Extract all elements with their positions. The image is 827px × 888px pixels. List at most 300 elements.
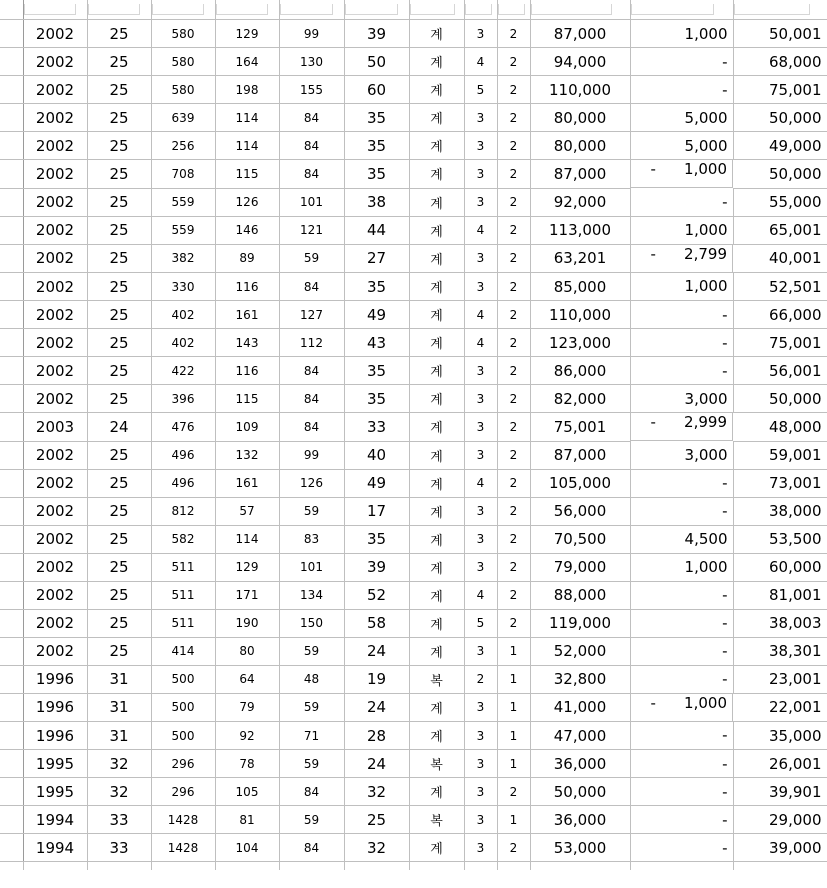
- cell[interactable]: 80,000: [530, 104, 630, 132]
- cell[interactable]: 35: [344, 160, 409, 189]
- cell[interactable]: 2002: [23, 48, 87, 76]
- filter-cell[interactable]: [279, 0, 344, 20]
- cell[interactable]: 3,000: [630, 385, 733, 413]
- cell[interactable]: 5: [464, 609, 497, 637]
- cell[interactable]: 559: [151, 216, 215, 244]
- cell[interactable]: 88,000: [530, 581, 630, 609]
- cell[interactable]: 1,000: [630, 273, 733, 301]
- cell[interactable]: 38,301: [733, 637, 827, 665]
- cell[interactable]: 110,000: [530, 76, 630, 104]
- cell[interactable]: 50,000: [530, 778, 630, 806]
- cell[interactable]: 2: [497, 525, 530, 553]
- cell[interactable]: 52,000: [530, 637, 630, 665]
- cell[interactable]: 25: [87, 609, 151, 637]
- cell[interactable]: 4: [464, 301, 497, 329]
- cell[interactable]: 496: [151, 469, 215, 497]
- cell[interactable]: 1: [497, 722, 530, 750]
- cell[interactable]: -: [630, 497, 733, 525]
- cell[interactable]: 1996: [23, 722, 87, 750]
- cell[interactable]: 2: [464, 665, 497, 693]
- cell[interactable]: 59: [279, 806, 344, 834]
- cell[interactable]: -: [630, 76, 733, 104]
- cell[interactable]: 2003: [23, 413, 87, 442]
- cell[interactable]: 115: [215, 160, 279, 189]
- cell[interactable]: 39,901: [733, 778, 827, 806]
- cell[interactable]: 114: [215, 132, 279, 160]
- cell[interactable]: 155: [279, 76, 344, 104]
- cell[interactable]: 2: [497, 20, 530, 48]
- cell[interactable]: 496: [151, 441, 215, 469]
- cell[interactable]: 87,000: [530, 441, 630, 469]
- cell[interactable]: 계: [409, 834, 464, 862]
- cell[interactable]: 123,000: [530, 329, 630, 357]
- cell[interactable]: 39: [344, 553, 409, 581]
- cell[interactable]: -: [630, 329, 733, 357]
- cell[interactable]: -: [630, 581, 733, 609]
- cell[interactable]: 25: [87, 104, 151, 132]
- cell[interactable]: 56,000: [530, 497, 630, 525]
- cell[interactable]: 59: [279, 693, 344, 722]
- cell[interactable]: 2002: [23, 132, 87, 160]
- cell[interactable]: 계: [409, 132, 464, 160]
- cell[interactable]: 49: [344, 301, 409, 329]
- cell[interactable]: 3: [464, 441, 497, 469]
- cell[interactable]: 99: [279, 441, 344, 469]
- cell[interactable]: 25: [87, 469, 151, 497]
- cell[interactable]: 24: [344, 750, 409, 778]
- cell[interactable]: 22,001: [733, 693, 827, 722]
- cell[interactable]: 계: [409, 609, 464, 637]
- cell[interactable]: 25: [87, 497, 151, 525]
- cell[interactable]: 2002: [23, 20, 87, 48]
- cell[interactable]: 92,000: [530, 188, 630, 216]
- cell[interactable]: 33: [87, 806, 151, 834]
- cell[interactable]: 25: [87, 553, 151, 581]
- cell[interactable]: 25: [87, 76, 151, 104]
- cell[interactable]: 84: [279, 104, 344, 132]
- filter-cell[interactable]: [733, 0, 827, 20]
- cell[interactable]: 50: [344, 48, 409, 76]
- cell[interactable]: 82,000: [530, 385, 630, 413]
- cell[interactable]: 121: [279, 216, 344, 244]
- cell[interactable]: 2002: [23, 301, 87, 329]
- cell[interactable]: 50,000: [733, 385, 827, 413]
- cell[interactable]: 511: [151, 553, 215, 581]
- cell[interactable]: 2: [497, 216, 530, 244]
- cell[interactable]: 39,000: [733, 834, 827, 862]
- cell[interactable]: 3: [464, 188, 497, 216]
- cell[interactable]: 68,000: [733, 48, 827, 76]
- cell[interactable]: 계: [409, 216, 464, 244]
- cell[interactable]: 3: [464, 525, 497, 553]
- cell[interactable]: 101: [279, 553, 344, 581]
- cell[interactable]: 1,000: [630, 553, 733, 581]
- cell[interactable]: 58: [344, 609, 409, 637]
- cell[interactable]: 25: [87, 581, 151, 609]
- filter-cell[interactable]: [497, 0, 530, 20]
- cell[interactable]: 25: [87, 441, 151, 469]
- cell[interactable]: 19: [344, 665, 409, 693]
- cell[interactable]: 36,000: [530, 750, 630, 778]
- cell[interactable]: 84: [279, 778, 344, 806]
- cell[interactable]: 28: [344, 722, 409, 750]
- cell[interactable]: 3: [464, 553, 497, 581]
- cell[interactable]: 382: [151, 244, 215, 273]
- cell[interactable]: 2002: [23, 244, 87, 273]
- cell[interactable]: 계: [409, 385, 464, 413]
- cell[interactable]: 112: [279, 329, 344, 357]
- cell[interactable]: 71: [279, 722, 344, 750]
- cell[interactable]: 2002: [23, 188, 87, 216]
- cell[interactable]: 1995: [23, 778, 87, 806]
- cell[interactable]: 2002: [23, 637, 87, 665]
- cell[interactable]: 143: [215, 329, 279, 357]
- cell[interactable]: 3: [464, 385, 497, 413]
- cell[interactable]: 53,000: [530, 834, 630, 862]
- cell[interactable]: 414: [151, 637, 215, 665]
- cell[interactable]: 2002: [23, 525, 87, 553]
- cell[interactable]: 3: [464, 160, 497, 189]
- cell[interactable]: 2: [497, 778, 530, 806]
- cell[interactable]: 3: [464, 497, 497, 525]
- cell[interactable]: 511: [151, 581, 215, 609]
- cell[interactable]: 3: [464, 834, 497, 862]
- cell[interactable]: 101: [279, 188, 344, 216]
- cell[interactable]: -: [630, 834, 733, 862]
- cell[interactable]: 24: [87, 413, 151, 442]
- cell[interactable]: 2: [497, 301, 530, 329]
- cell[interactable]: 1: [497, 806, 530, 834]
- cell[interactable]: 70,500: [530, 525, 630, 553]
- cell[interactable]: 60: [344, 76, 409, 104]
- cell[interactable]: 계: [409, 244, 464, 273]
- cell[interactable]: 4: [464, 469, 497, 497]
- cell[interactable]: 1,000: [630, 20, 733, 48]
- cell[interactable]: 35: [344, 132, 409, 160]
- cell[interactable]: 78: [215, 750, 279, 778]
- cell[interactable]: 87,000: [530, 160, 630, 189]
- cell[interactable]: 38,000: [733, 497, 827, 525]
- cell[interactable]: -: [630, 750, 733, 778]
- filter-cell[interactable]: [87, 0, 151, 20]
- cell[interactable]: 32: [87, 778, 151, 806]
- cell[interactable]: 52: [344, 581, 409, 609]
- cell[interactable]: 580: [151, 76, 215, 104]
- cell[interactable]: 134: [279, 581, 344, 609]
- cell[interactable]: 계: [409, 469, 464, 497]
- cell[interactable]: 50,001: [733, 20, 827, 48]
- cell[interactable]: 40,001: [733, 244, 827, 273]
- cell[interactable]: 580: [151, 48, 215, 76]
- cell[interactable]: 계: [409, 553, 464, 581]
- cell[interactable]: 2: [497, 553, 530, 581]
- cell[interactable]: -: [630, 665, 733, 693]
- cell[interactable]: 계: [409, 497, 464, 525]
- cell[interactable]: 402: [151, 329, 215, 357]
- cell[interactable]: 84: [279, 273, 344, 301]
- cell[interactable]: 119,000: [530, 609, 630, 637]
- cell[interactable]: 5,000: [630, 104, 733, 132]
- cell[interactable]: 3: [464, 637, 497, 665]
- cell[interactable]: 41,000: [530, 693, 630, 722]
- filter-cell[interactable]: [530, 0, 630, 20]
- cell[interactable]: 25: [87, 329, 151, 357]
- cell[interactable]: 104: [215, 834, 279, 862]
- cell[interactable]: 150: [279, 609, 344, 637]
- cell[interactable]: 1994: [23, 834, 87, 862]
- cell[interactable]: 2002: [23, 553, 87, 581]
- cell[interactable]: 59: [279, 497, 344, 525]
- filter-cell[interactable]: [151, 0, 215, 20]
- cell[interactable]: 56,001: [733, 357, 827, 385]
- cell[interactable]: 59: [279, 637, 344, 665]
- cell[interactable]: 2002: [23, 273, 87, 301]
- cell[interactable]: -: [630, 301, 733, 329]
- cell[interactable]: 2002: [23, 385, 87, 413]
- cell[interactable]: -: [630, 469, 733, 497]
- cell[interactable]: 3: [464, 20, 497, 48]
- cell[interactable]: 639: [151, 104, 215, 132]
- cell[interactable]: 4: [464, 216, 497, 244]
- cell[interactable]: 3: [464, 693, 497, 722]
- cell[interactable]: 256: [151, 132, 215, 160]
- cell[interactable]: 38: [344, 188, 409, 216]
- cell[interactable]: 17: [344, 497, 409, 525]
- cell[interactable]: 39: [344, 20, 409, 48]
- cell[interactable]: 2: [497, 132, 530, 160]
- cell[interactable]: 계: [409, 413, 464, 442]
- cell[interactable]: -: [630, 806, 733, 834]
- cell[interactable]: 330: [151, 273, 215, 301]
- cell[interactable]: 25: [87, 301, 151, 329]
- cell[interactable]: 73,001: [733, 469, 827, 497]
- cell[interactable]: 1428: [151, 806, 215, 834]
- cell[interactable]: 99: [279, 20, 344, 48]
- cell[interactable]: 79,000: [530, 553, 630, 581]
- cell[interactable]: 75,001: [733, 329, 827, 357]
- cell[interactable]: 43: [344, 329, 409, 357]
- cell[interactable]: 35: [344, 273, 409, 301]
- cell[interactable]: 32: [344, 834, 409, 862]
- cell[interactable]: 59: [279, 750, 344, 778]
- cell[interactable]: -: [630, 778, 733, 806]
- cell[interactable]: 24: [344, 693, 409, 722]
- cell[interactable]: 80,000: [530, 132, 630, 160]
- filter-cell[interactable]: [215, 0, 279, 20]
- cell[interactable]: 113,000: [530, 216, 630, 244]
- cell[interactable]: 84: [279, 132, 344, 160]
- cell[interactable]: 2: [497, 413, 530, 442]
- cell[interactable]: 114: [215, 525, 279, 553]
- cell[interactable]: 2: [497, 469, 530, 497]
- cell[interactable]: 계: [409, 188, 464, 216]
- filter-cell[interactable]: [630, 0, 733, 20]
- cell[interactable]: 129: [215, 553, 279, 581]
- cell[interactable]: 3: [464, 132, 497, 160]
- cell[interactable]: 25: [87, 525, 151, 553]
- cell[interactable]: 114: [215, 104, 279, 132]
- cell[interactable]: 2002: [23, 609, 87, 637]
- cell[interactable]: 3: [464, 750, 497, 778]
- cell[interactable]: 190: [215, 609, 279, 637]
- cell[interactable]: 87,000: [530, 20, 630, 48]
- cell[interactable]: 75,001: [530, 413, 630, 442]
- cell[interactable]: 계: [409, 525, 464, 553]
- cell[interactable]: 57: [215, 497, 279, 525]
- cell[interactable]: 2002: [23, 104, 87, 132]
- cell[interactable]: 25: [87, 132, 151, 160]
- cell[interactable]: 2: [497, 48, 530, 76]
- cell[interactable]: 812: [151, 497, 215, 525]
- cell[interactable]: 2002: [23, 76, 87, 104]
- cell[interactable]: 130: [279, 48, 344, 76]
- cell[interactable]: 86,000: [530, 357, 630, 385]
- cell[interactable]: 198: [215, 76, 279, 104]
- cell[interactable]: 2: [497, 244, 530, 273]
- cell[interactable]: 계: [409, 693, 464, 722]
- cell[interactable]: 2002: [23, 441, 87, 469]
- cell[interactable]: 2002: [23, 216, 87, 244]
- cell[interactable]: 84: [279, 413, 344, 442]
- cell[interactable]: 4: [464, 581, 497, 609]
- cell[interactable]: 1428: [151, 834, 215, 862]
- cell[interactable]: 계: [409, 48, 464, 76]
- cell[interactable]: 계: [409, 581, 464, 609]
- cell[interactable]: 127: [279, 301, 344, 329]
- cell[interactable]: 2002: [23, 497, 87, 525]
- cell[interactable]: 2: [497, 609, 530, 637]
- cell[interactable]: 3: [464, 357, 497, 385]
- cell[interactable]: 1,000: [630, 216, 733, 244]
- cell[interactable]: 296: [151, 750, 215, 778]
- cell[interactable]: 161: [215, 301, 279, 329]
- cell[interactable]: 146: [215, 216, 279, 244]
- cell[interactable]: 64: [215, 665, 279, 693]
- cell[interactable]: -: [630, 357, 733, 385]
- cell[interactable]: 40: [344, 441, 409, 469]
- cell[interactable]: 4,500: [630, 525, 733, 553]
- cell[interactable]: 25: [87, 48, 151, 76]
- cell[interactable]: 3: [464, 244, 497, 273]
- cell[interactable]: 126: [215, 188, 279, 216]
- cell[interactable]: 계: [409, 357, 464, 385]
- cell[interactable]: 92: [215, 722, 279, 750]
- cell[interactable]: 59: [279, 244, 344, 273]
- cell[interactable]: 계: [409, 104, 464, 132]
- cell[interactable]: 32: [87, 750, 151, 778]
- cell[interactable]: 36,000: [530, 806, 630, 834]
- cell[interactable]: 25: [87, 637, 151, 665]
- cell[interactable]: 계: [409, 722, 464, 750]
- cell[interactable]: 35: [344, 357, 409, 385]
- cell[interactable]: 422: [151, 357, 215, 385]
- cell[interactable]: 126: [279, 469, 344, 497]
- cell[interactable]: 27: [344, 244, 409, 273]
- cell[interactable]: 55,000: [733, 188, 827, 216]
- cell[interactable]: 50,000: [733, 160, 827, 189]
- cell[interactable]: 29,000: [733, 806, 827, 834]
- cell[interactable]: 53,500: [733, 525, 827, 553]
- cell[interactable]: 94,000: [530, 48, 630, 76]
- cell[interactable]: 26,001: [733, 750, 827, 778]
- cell[interactable]: 33: [87, 834, 151, 862]
- cell[interactable]: -: [630, 637, 733, 665]
- cell[interactable]: 161: [215, 469, 279, 497]
- cell[interactable]: 116: [215, 357, 279, 385]
- cell[interactable]: 52,501: [733, 273, 827, 301]
- cell[interactable]: 50,000: [733, 104, 827, 132]
- cell[interactable]: 25: [87, 385, 151, 413]
- cell[interactable]: 75,001: [733, 76, 827, 104]
- cell[interactable]: 2002: [23, 329, 87, 357]
- cell[interactable]: 48: [279, 665, 344, 693]
- cell[interactable]: 511: [151, 609, 215, 637]
- cell[interactable]: 25: [87, 20, 151, 48]
- cell[interactable]: 25: [87, 216, 151, 244]
- cell[interactable]: 79: [215, 693, 279, 722]
- cell[interactable]: 85,000: [530, 273, 630, 301]
- cell[interactable]: 129: [215, 20, 279, 48]
- cell[interactable]: 24: [344, 637, 409, 665]
- cell[interactable]: 2: [497, 329, 530, 357]
- cell[interactable]: 31: [87, 722, 151, 750]
- cell[interactable]: 23,001: [733, 665, 827, 693]
- cell[interactable]: 1: [497, 637, 530, 665]
- cell[interactable]: 2002: [23, 357, 87, 385]
- cell[interactable]: 38,003: [733, 609, 827, 637]
- cell[interactable]: 48,000: [733, 413, 827, 442]
- cell[interactable]: 25: [87, 244, 151, 273]
- cell[interactable]: 2: [497, 357, 530, 385]
- cell[interactable]: 1996: [23, 665, 87, 693]
- cell[interactable]: 1: [497, 693, 530, 722]
- cell[interactable]: 2002: [23, 469, 87, 497]
- cell[interactable]: 2: [497, 834, 530, 862]
- cell[interactable]: 2: [497, 497, 530, 525]
- cell[interactable]: 132: [215, 441, 279, 469]
- cell[interactable]: 109: [215, 413, 279, 442]
- cell[interactable]: 5,000: [630, 132, 733, 160]
- cell[interactable]: 3: [464, 413, 497, 442]
- cell[interactable]: 105: [215, 778, 279, 806]
- cell[interactable]: 105,000: [530, 469, 630, 497]
- cell[interactable]: 25: [87, 357, 151, 385]
- cell[interactable]: 708: [151, 160, 215, 189]
- cell[interactable]: 164: [215, 48, 279, 76]
- cell[interactable]: 1995: [23, 750, 87, 778]
- cell[interactable]: 25: [344, 806, 409, 834]
- cell[interactable]: 33: [344, 413, 409, 442]
- cell[interactable]: 582: [151, 525, 215, 553]
- cell[interactable]: 500: [151, 722, 215, 750]
- cell[interactable]: 2: [497, 104, 530, 132]
- cell[interactable]: 32,800: [530, 665, 630, 693]
- cell[interactable]: 116: [215, 273, 279, 301]
- cell[interactable]: 2: [497, 76, 530, 104]
- cell[interactable]: 2: [497, 441, 530, 469]
- cell[interactable]: 31: [87, 693, 151, 722]
- cell[interactable]: 402: [151, 301, 215, 329]
- cell[interactable]: 계: [409, 160, 464, 189]
- cell[interactable]: -: [630, 48, 733, 76]
- cell[interactable]: 계: [409, 637, 464, 665]
- cell[interactable]: -: [630, 609, 733, 637]
- cell[interactable]: 계: [409, 20, 464, 48]
- cell[interactable]: 계: [409, 273, 464, 301]
- cell[interactable]: 4: [464, 48, 497, 76]
- cell[interactable]: 5: [464, 76, 497, 104]
- cell[interactable]: 63,201: [530, 244, 630, 273]
